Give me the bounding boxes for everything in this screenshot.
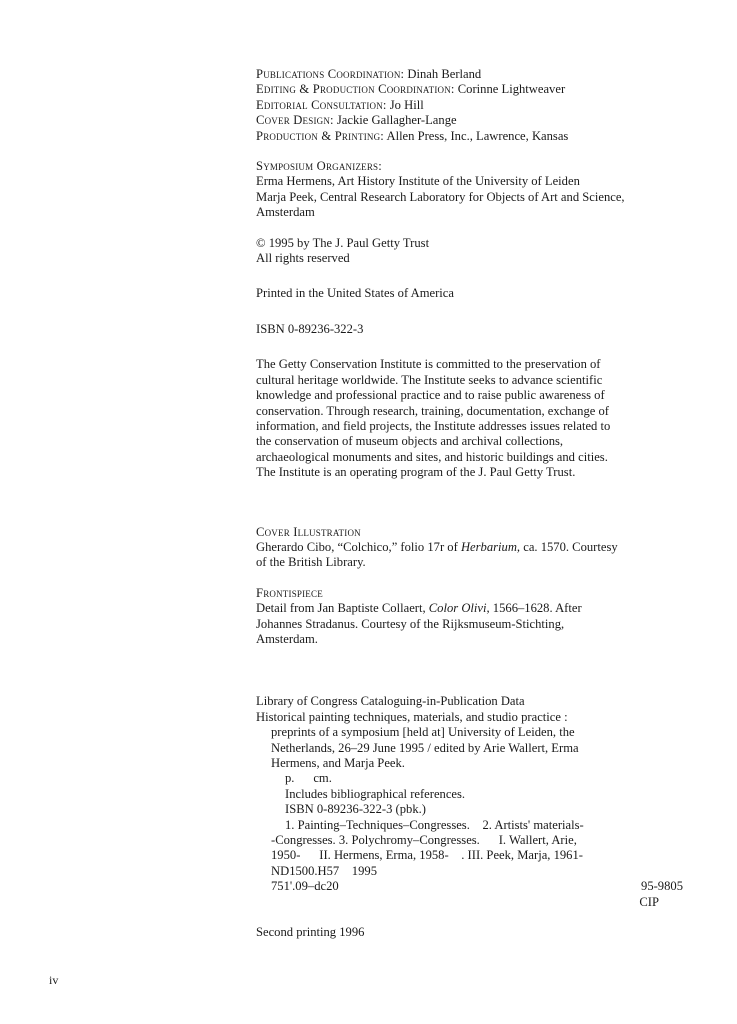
statement-line: information, and field projects, the Institute addresses issues related to <box>256 418 611 433</box>
frontispiece-heading: Frontispiece <box>256 585 323 600</box>
frontispiece-block <box>256 586 681 648</box>
statement-line: cultural heritage worldwide. The Institute seeks to advance scientific <box>256 372 603 387</box>
frontispiece-line: Detail from Jan Baptiste Collaert, Color Olivi, 1566–1628. After <box>256 601 582 616</box>
printed-in: Printed in the United States of America <box>256 286 454 301</box>
organizers-block <box>256 159 681 221</box>
credit-line: Publications Coordination: Dinah Berland <box>256 67 482 81</box>
cover-illustration-line: of the British Library. <box>256 555 366 570</box>
statement-line: conservation. Through research, training, documentation, exchange of <box>256 403 609 418</box>
page-folio: iv <box>49 973 59 987</box>
credits-block <box>256 67 681 144</box>
organizers-heading: Symposium Organizers: <box>256 159 382 174</box>
cip-class-row <box>256 879 681 894</box>
statement-line: knowledge and professional practice and to raise public awareness of <box>256 388 605 403</box>
frontispiece-line: Amsterdam. <box>256 631 318 646</box>
cover-illustration-line: Gherardo Cibo, “Colchico,” folio 17r of Herbarium, ca. 1570. Courtesy <box>256 539 618 554</box>
cip-header: Library of Congress Cataloguing-in-Publication Data <box>256 694 525 709</box>
frontispiece-line: Johannes Stradanus. Courtesy of the Rijksmuseum-Stichting, <box>256 616 565 631</box>
credit-line: Editorial Consultation: Jo Hill <box>256 97 424 112</box>
copyright-block <box>256 236 681 267</box>
cover-illustration-block <box>256 525 681 571</box>
cip-subject: 1950- II. Hermens, Erma, 1958- . III. Peek, Marja, 1961- <box>271 848 583 863</box>
cip-note: ISBN 0-89236-322-3 (pbk.) <box>285 802 426 817</box>
cip-title-cont: preprints of a symposium [held at] University of Leiden, the <box>271 725 575 740</box>
cip-title-cont: Netherlands, 26–29 June 1995 / edited by Arie Wallert, Erma <box>271 740 579 755</box>
cip-subject: ND1500.H57 1995 <box>271 863 377 878</box>
rights-reserved: All rights reserved <box>256 251 350 266</box>
cip-note: 1. Painting–Techniques–Congresses. 2. Artists' materials- <box>285 817 584 832</box>
isbn: ISBN 0-89236-322-3 <box>256 321 364 336</box>
organizer-line: Amsterdam <box>256 205 315 220</box>
copyright-notice: © 1995 by The J. Paul Getty Trust <box>256 235 430 250</box>
organizer-line: Marja Peek, Central Research Laboratory for Objects of Art and Science, <box>256 189 625 204</box>
statement-line: the conservation of museum objects and archival collections, <box>256 434 564 449</box>
statement-line: The Institute is an operating program of the J. Paul Getty Trust. <box>256 465 576 480</box>
institute-statement <box>256 357 681 480</box>
cip-note: Includes bibliographical references. <box>285 786 466 801</box>
cip-lccn: 95-9805 <box>641 879 683 894</box>
cip-label: CIP <box>639 894 659 909</box>
second-printing: Second printing 1996 <box>256 925 365 940</box>
organizer-line: Erma Hermens, Art History Institute of the University of Leiden <box>256 174 580 189</box>
cip-pcm: p. cm. <box>285 771 332 786</box>
credit-line: Cover Design: Jackie Gallagher-Lange <box>256 113 457 128</box>
cip-block <box>256 694 681 910</box>
cip-title: Historical painting techniques, materials, and studio practice : <box>256 709 568 724</box>
cip-class-number: 751'.09–dc20 <box>271 879 339 894</box>
cip-subject: -Congresses. 3. Polychromy–Congresses. I. Wallert, Arie, <box>271 833 577 848</box>
copyright-page-column <box>256 67 681 940</box>
credit-line: Editing & Production Coordination: Corinne Lightweaver <box>256 82 566 97</box>
credit-line: Production & Printing: Allen Press, Inc., Lawrence, Kansas <box>256 128 569 143</box>
cover-illustration-heading: Cover Illustration <box>256 524 361 539</box>
statement-line: The Getty Conservation Institute is committed to the preservation of <box>256 357 601 372</box>
statement-line: archaeological monuments and sites, and historic buildings and cities. <box>256 449 608 464</box>
cip-title-cont: Hermens, and Marja Peek. <box>271 756 405 770</box>
